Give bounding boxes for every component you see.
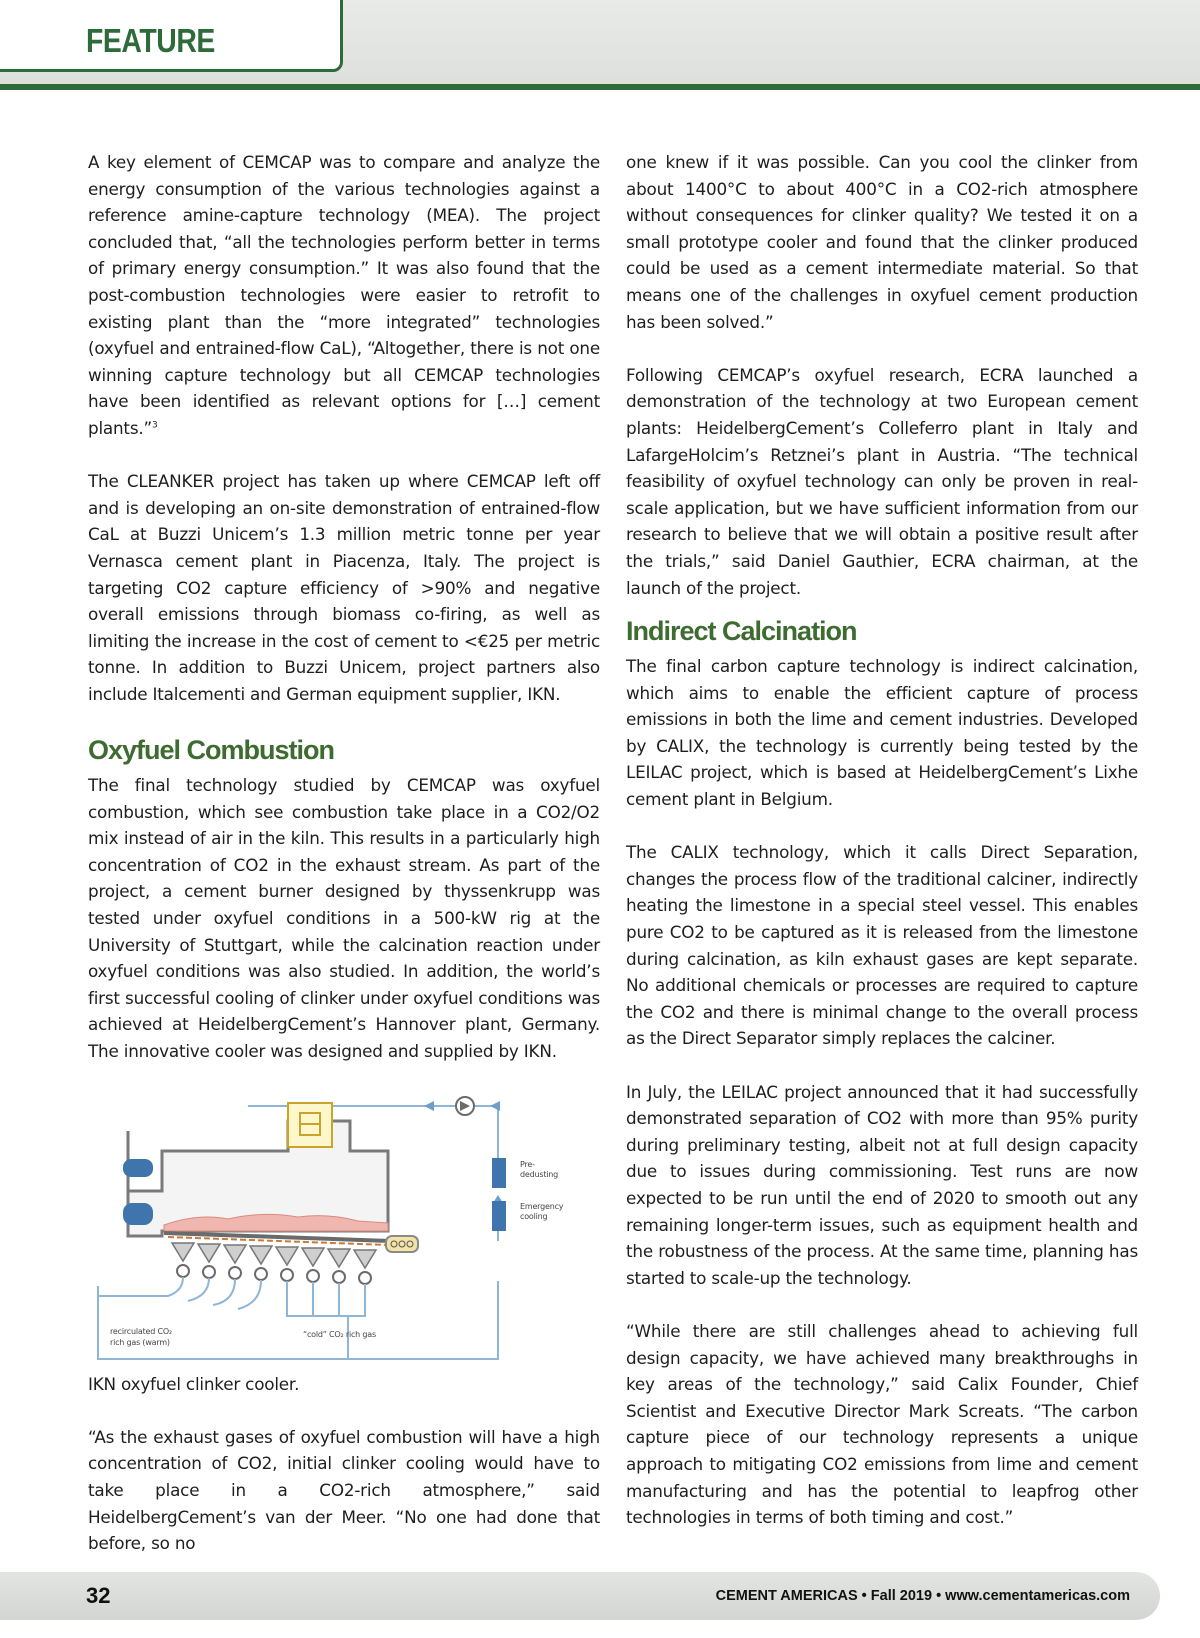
paragraph: The final carbon capture technology is indirect calcination, which aims to enable the efficient capture of process emissions in both the lime and cement industries. Developed by CALIX, the technology is currently being tested by the LEILAC project, which is based at HeidelbergCement’s Lixhe cement plant in Belgium. (626, 656, 1138, 810)
diagram-svg (88, 1091, 564, 1361)
emergency-cooling-unit (492, 1201, 506, 1231)
loop-pipe (98, 1281, 498, 1359)
section-label: FEATURE (86, 22, 215, 59)
publication-line: CEMENT AMERICAS • Fall 2019 • www.cementamericas.com (715, 1588, 1130, 1604)
paragraph: The CALIX technology, which it calls Direct Separation, changes the process flow of the traditional calciner, indirectly heating the limestone in a special steel vessel. This enables pure CO2 to be captured as it is released from the limestone during calcination, as kiln exhaust gases are kept separate. No additional chemicals or processes are required to capture the CO2 and there is minimal change to the overall process as the Direct Separator simply replaces the calciner. (626, 842, 1138, 1049)
air-hoppers (172, 1243, 376, 1268)
svg-text:Pre-: Pre- (520, 1159, 535, 1169)
paragraph: In July, the LEILAC project announced that it had successfully demonstrated separation of CO2 with more than 95% purity during preliminary testing, albeit not at full design capacity due to issues during commissioning. Test runs are now expected to be run until the end of 2020 to smooth out any remaining longer-term issues, such as equipment health and the robustness of the process. At the same time, planning has started to scale-up the technology. (626, 1081, 1138, 1288)
clinker-cooler-diagram (88, 1091, 564, 1361)
label-cold-gas: “cold” CO₂ rich gas (303, 1329, 376, 1339)
section-heading-indirect: Indirect Calcination (626, 616, 857, 647)
paragraph: “As the exhaust gases of oxyfuel combustion will have a high concentration of CO2, initial clinker cooling would have to take place in a CO2-rich atmosphere,” said HeidelbergCement’s van der Meer. “No one had done that before, so no (88, 1426, 600, 1554)
paragraph: “While there are still challenges ahead to achieving full design capacity, we have achieved many breakthroughs in key areas of the technology,” said Calix Founder, Chief Scientist and Executive Director Mark Screats. “The carbon capture piece of our technology represents a unique approach to mitigating CO2 emissions from lime and cement manufacturing and has the potential to leapfrog other technologies in terms of both timing and cost.” (626, 1320, 1138, 1528)
predusting-unit (492, 1158, 506, 1188)
svg-text:Emergency: Emergency (520, 1201, 564, 1211)
footnote-ref: 3 (152, 420, 158, 431)
left-column (88, 149, 600, 1557)
page-number: 32 (86, 1583, 111, 1608)
paragraph: The CLEANKER project has taken up where CEMCAP left off and is developing an on-site demonstration of entrained-flow CaL at Buzzi Unicem’s 1.3 million metric tonne per year Vernasca cement plant in Piacenza, Italy. The project is targeting CO2 capture efficiency of >90% and negative overall emissions through biomass co-firing, as well as limiting the increase in the cost of cement to <€25 per metric tonne. In addition to Buzzi Unicem, project partners also include Italcementi and German equipment supplier, IKN. (88, 471, 600, 704)
label-emergency: cooling (520, 1211, 548, 1221)
label-predusting: dedusting (520, 1169, 559, 1179)
figure-caption: IKN oxyfuel clinker cooler. (88, 1373, 300, 1394)
paragraph (88, 149, 600, 442)
section-heading-oxyfuel: Oxyfuel Combustion (88, 735, 335, 766)
grate-fans (177, 1265, 371, 1284)
paragraph: The final technology studied by CEMCAP was oxyfuel combustion, which see combustion take place in a CO2/O2 mix instead of air in the kiln. This results in a particularly high concentration of CO2 in the exhaust stream. As part of the project, a cement burner designed by thyssenkrupp was tested under oxyfuel conditions in a 500-kW rig at the University of Stuttgart, while the calcination reaction under oxyfuel conditions was also studied. In addition, the world’s first successful cooling of clinker under oxyfuel conditions was achieved at HeidelbergCement’s Hannover plant, Germany. The innovative cooler was designed and supplied by IKN. (88, 775, 600, 1061)
cooler-grate (164, 1233, 390, 1241)
header-rule (0, 84, 1200, 90)
label-recirculated-1: recirculated CO₂ (110, 1326, 172, 1336)
paragraph: one knew if it was possible. Can you cool the clinker from about 1400°C to about 400°C in a CO2-rich atmosphere without consequences for clinker quality? We tested it on a small prototype cooler and found that the clinker produced could be used as a cement intermediate material. So that means one of the challenges in oxyfuel cement production has been solved.” (626, 152, 1138, 332)
paragraph-text: A key element of CEMCAP was to compare and analyze the energy consumption of the various technologies against a reference amine-capture technology (MEA). The project concluded that, “all the technologies perform better in terms of primary energy consumption.” It was also found that the post-combustion technologies were easier to retrofit to existing plant than the “more integrated” technologies (oxyfuel and entrained-flow CaL), “Altogether, there is not one winning capture technology but all CEMCAP technologies have been identified as relevant options for […] cement plants.” (88, 152, 600, 438)
label-recirculated-2: rich gas (warm) (110, 1337, 170, 1347)
burner-lower (123, 1203, 153, 1225)
burner-upper (123, 1159, 153, 1177)
paragraph: Following CEMCAP’s oxyfuel research, ECRA launched a demonstration of the technology at two European cement plants: HeidelbergCement’s Colleferro plant in Italy and LafargeHolcim’s Retznei’s plant in Austria. “The technical feasibility of oxyfuel technology can only be proven in real-scale application, but we have sufficient information from our research to believe that we will obtain a positive result after the trials,” said Daniel Gauthier, ECRA chairman, at the launch of the project. (626, 364, 1138, 598)
right-column (626, 149, 1138, 1531)
